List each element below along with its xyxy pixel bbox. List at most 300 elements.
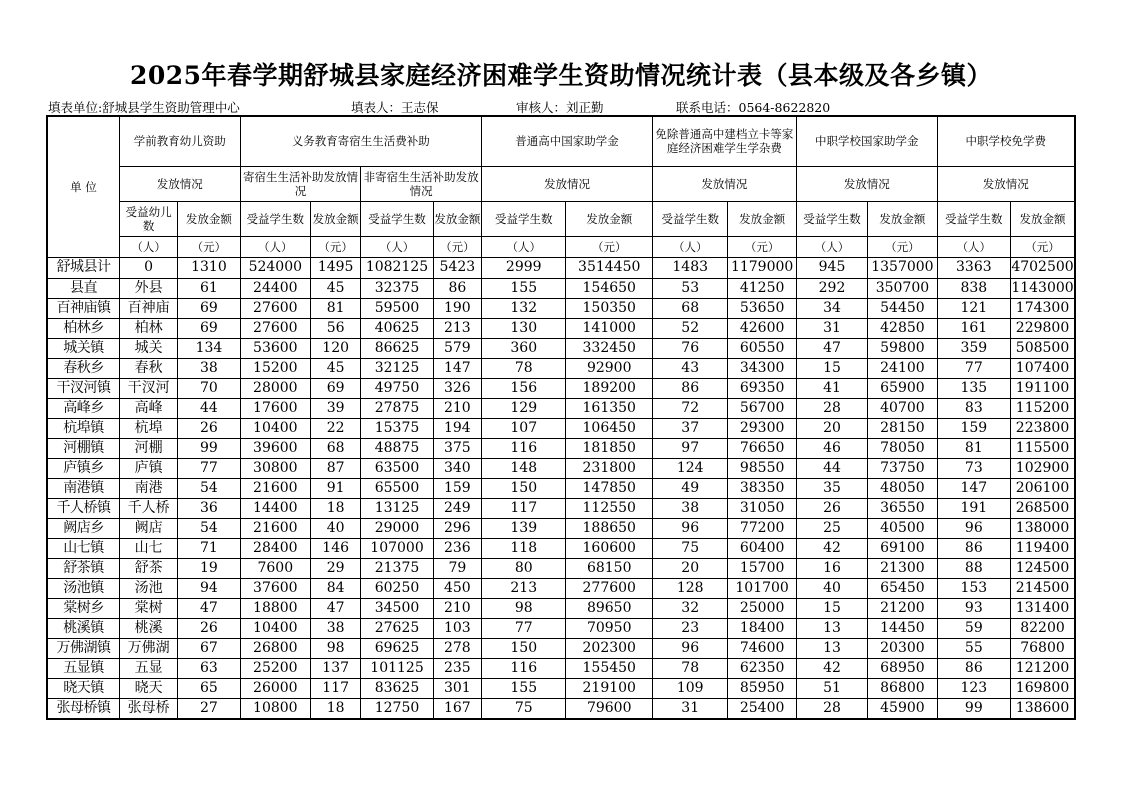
unit-yuan: （元） (178, 236, 240, 257)
row-subname-cell: 山七 (119, 538, 177, 558)
value-cell: 945 (796, 257, 867, 278)
value-cell: 40 (796, 578, 867, 598)
row-subname-cell: 干汊河 (119, 378, 177, 398)
value-cell: 20 (652, 558, 727, 578)
header-issue-status: 发放情况 (652, 166, 796, 201)
value-cell: 107000 (361, 538, 433, 558)
value-cell: 54450 (868, 298, 937, 318)
value-cell: 147 (937, 478, 1010, 498)
value-cell: 36550 (868, 498, 937, 518)
aid-statistics-table (46, 115, 1076, 720)
row-subname-cell: 棠树 (119, 598, 177, 618)
value-cell: 77 (178, 458, 240, 478)
table-row (47, 618, 1075, 638)
value-cell: 278 (433, 638, 481, 658)
value-cell: 138600 (1011, 698, 1075, 719)
value-cell: 139 (482, 518, 566, 538)
row-name-cell: 阙店乡 (47, 518, 119, 538)
value-cell: 69 (178, 298, 240, 318)
value-cell: 213 (482, 578, 566, 598)
value-cell: 29000 (361, 518, 433, 538)
value-cell: 98550 (728, 458, 796, 478)
value-cell: 27875 (361, 398, 433, 418)
value-cell: 15 (796, 598, 867, 618)
unit-yuan: （元） (311, 236, 361, 257)
value-cell: 214500 (1011, 578, 1075, 598)
table-row (47, 538, 1075, 558)
row-name-cell: 千人桥镇 (47, 498, 119, 518)
value-cell: 70950 (566, 618, 653, 638)
header-amount: 发放金额 (1011, 201, 1075, 236)
value-cell: 15375 (361, 418, 433, 438)
value-cell: 44 (178, 398, 240, 418)
row-name-cell: 山七镇 (47, 538, 119, 558)
table-row (47, 318, 1075, 338)
value-cell: 54 (178, 518, 240, 538)
value-cell: 79 (433, 558, 481, 578)
value-cell: 161350 (566, 398, 653, 418)
row-subname-cell: 春秋 (119, 358, 177, 378)
value-cell: 12750 (361, 698, 433, 719)
value-cell: 2999 (482, 257, 566, 278)
value-cell: 27600 (240, 298, 310, 318)
value-cell: 71 (178, 538, 240, 558)
value-cell: 3363 (937, 257, 1010, 278)
value-cell: 38 (178, 358, 240, 378)
header-issue-status: 发放情况 (796, 166, 937, 201)
value-cell: 1179000 (728, 257, 796, 278)
value-cell: 150350 (566, 298, 653, 318)
value-cell: 236 (433, 538, 481, 558)
value-cell: 61 (178, 278, 240, 298)
value-cell: 4702500 (1011, 257, 1075, 278)
header-boarding: 寄宿生生活补助发放情况 (240, 166, 361, 201)
row-name-cell: 百神庙镇 (47, 298, 119, 318)
row-name-cell: 春秋乡 (47, 358, 119, 378)
value-cell: 375 (433, 438, 481, 458)
value-cell: 42 (796, 538, 867, 558)
header-vocational-free: 中职学校免学费 (937, 116, 1075, 166)
row-name-cell: 汤池镇 (47, 578, 119, 598)
value-cell: 21600 (240, 478, 310, 498)
value-cell: 107400 (1011, 358, 1075, 378)
value-cell: 1357000 (868, 257, 937, 278)
value-cell: 56700 (728, 398, 796, 418)
row-name-cell: 杭埠镇 (47, 418, 119, 438)
row-name-cell: 舒城县计 (47, 257, 119, 278)
row-subname-cell: 河棚 (119, 438, 177, 458)
value-cell: 68150 (566, 558, 653, 578)
value-cell: 579 (433, 338, 481, 358)
value-cell: 47 (311, 598, 361, 618)
table-row (47, 518, 1075, 538)
header-vocational-aid: 中职学校国家助学金 (796, 116, 937, 166)
value-cell: 42850 (868, 318, 937, 338)
value-cell: 137 (311, 658, 361, 678)
value-cell: 249 (433, 498, 481, 518)
table-row (47, 438, 1075, 458)
value-cell: 1310 (178, 257, 240, 278)
value-cell: 132 (482, 298, 566, 318)
value-cell: 21200 (868, 598, 937, 618)
value-cell: 124500 (1011, 558, 1075, 578)
value-cell: 48050 (868, 478, 937, 498)
value-cell: 1495 (311, 257, 361, 278)
value-cell: 78050 (868, 438, 937, 458)
value-cell: 47 (178, 598, 240, 618)
header-issue-status: 发放情况 (482, 166, 653, 201)
value-cell: 73750 (868, 458, 937, 478)
unit-yuan: （元） (433, 236, 481, 257)
value-cell: 117 (311, 678, 361, 698)
value-cell: 103 (433, 618, 481, 638)
value-cell: 296 (433, 518, 481, 538)
value-cell: 159 (937, 418, 1010, 438)
value-cell: 32375 (361, 278, 433, 298)
value-cell: 80 (482, 558, 566, 578)
value-cell: 131400 (1011, 598, 1075, 618)
value-cell: 508500 (1011, 338, 1075, 358)
value-cell: 102900 (1011, 458, 1075, 478)
value-cell: 28400 (240, 538, 310, 558)
header-student-count: 受益学生数 (937, 201, 1010, 236)
row-subname-cell: 舒茶 (119, 558, 177, 578)
value-cell: 159 (433, 478, 481, 498)
table-row (47, 558, 1075, 578)
value-cell: 202300 (566, 638, 653, 658)
value-cell: 115200 (1011, 398, 1075, 418)
value-cell: 3514450 (566, 257, 653, 278)
value-cell: 155 (482, 278, 566, 298)
value-cell: 69350 (728, 378, 796, 398)
value-cell: 189200 (566, 378, 653, 398)
value-cell: 37 (652, 418, 727, 438)
value-cell: 76650 (728, 438, 796, 458)
row-subname-cell: 城关 (119, 338, 177, 358)
header-amount: 发放金额 (433, 201, 481, 236)
header-issue-status: 发放情况 (119, 166, 240, 201)
value-cell: 129 (482, 398, 566, 418)
header-compulsory: 义务教育寄宿生生活费补助 (240, 116, 481, 166)
value-cell: 75 (482, 698, 566, 719)
value-cell: 91 (311, 478, 361, 498)
value-cell: 135 (937, 378, 1010, 398)
value-cell: 301 (433, 678, 481, 698)
table-row (47, 378, 1075, 398)
value-cell: 27600 (240, 318, 310, 338)
value-cell: 48875 (361, 438, 433, 458)
value-cell: 7600 (240, 558, 310, 578)
row-subname-cell: 汤池 (119, 578, 177, 598)
value-cell: 65 (178, 678, 240, 698)
header-amount: 发放金额 (311, 201, 361, 236)
value-cell: 81 (937, 438, 1010, 458)
value-cell: 123 (937, 678, 1010, 698)
value-cell: 219100 (566, 678, 653, 698)
table-row (47, 478, 1075, 498)
value-cell: 14400 (240, 498, 310, 518)
value-cell: 51 (796, 678, 867, 698)
value-cell: 155 (482, 678, 566, 698)
value-cell: 13125 (361, 498, 433, 518)
value-cell: 34 (796, 298, 867, 318)
value-cell: 121200 (1011, 658, 1075, 678)
value-cell: 38 (652, 498, 727, 518)
value-cell: 147850 (566, 478, 653, 498)
value-cell: 121 (937, 298, 1010, 318)
value-cell: 77200 (728, 518, 796, 538)
table-row (47, 298, 1075, 318)
row-subname-cell: 南港 (119, 478, 177, 498)
value-cell: 84 (311, 578, 361, 598)
value-cell: 106450 (566, 418, 653, 438)
table-row (47, 458, 1075, 478)
value-cell: 194 (433, 418, 481, 438)
value-cell: 41250 (728, 278, 796, 298)
value-cell: 92900 (566, 358, 653, 378)
value-cell: 59800 (868, 338, 937, 358)
value-cell: 25400 (728, 698, 796, 719)
row-subname-cell: 阙店 (119, 518, 177, 538)
value-cell: 31 (796, 318, 867, 338)
value-cell: 68 (652, 298, 727, 318)
info-filler: 填表人：王志保 (351, 100, 439, 115)
value-cell: 27625 (361, 618, 433, 638)
value-cell: 206100 (1011, 478, 1075, 498)
value-cell: 20 (796, 418, 867, 438)
value-cell: 116 (482, 438, 566, 458)
header-student-count: 受益学生数 (361, 201, 433, 236)
value-cell: 68 (311, 438, 361, 458)
value-cell: 13 (796, 618, 867, 638)
value-cell: 99 (178, 438, 240, 458)
header-highschool: 普通高中国家助学金 (482, 116, 653, 166)
value-cell: 235 (433, 658, 481, 678)
value-cell: 39600 (240, 438, 310, 458)
value-cell: 45 (311, 358, 361, 378)
value-cell: 156 (482, 378, 566, 398)
value-cell: 25 (796, 518, 867, 538)
value-cell: 19 (178, 558, 240, 578)
value-cell: 96 (937, 518, 1010, 538)
value-cell: 31 (652, 698, 727, 719)
table-row (47, 338, 1075, 358)
header-unit: 单 位 (47, 116, 119, 257)
value-cell: 188650 (566, 518, 653, 538)
unit-person: （人） (652, 236, 727, 257)
table-row-total (47, 257, 1075, 278)
unit-person: （人） (361, 236, 433, 257)
value-cell: 24400 (240, 278, 310, 298)
value-cell: 18800 (240, 598, 310, 618)
row-subname-cell: 百神庙 (119, 298, 177, 318)
value-cell: 15700 (728, 558, 796, 578)
value-cell: 97 (652, 438, 727, 458)
row-subname-cell: 杭埠 (119, 418, 177, 438)
value-cell: 1082125 (361, 257, 433, 278)
value-cell: 98 (482, 598, 566, 618)
table-row (47, 698, 1075, 719)
value-cell: 10800 (240, 698, 310, 719)
value-cell: 67 (178, 638, 240, 658)
table-row (47, 578, 1075, 598)
value-cell: 40625 (361, 318, 433, 338)
value-cell: 31050 (728, 498, 796, 518)
row-subname-cell: 五显 (119, 658, 177, 678)
table-row (47, 398, 1075, 418)
value-cell: 128 (652, 578, 727, 598)
value-cell: 190 (433, 298, 481, 318)
value-cell: 17600 (240, 398, 310, 418)
value-cell: 101125 (361, 658, 433, 678)
value-cell: 69 (311, 378, 361, 398)
value-cell: 524000 (240, 257, 310, 278)
row-name-cell: 南港镇 (47, 478, 119, 498)
row-name-cell: 万佛湖镇 (47, 638, 119, 658)
value-cell: 332450 (566, 338, 653, 358)
header-amount: 发放金额 (178, 201, 240, 236)
value-cell: 359 (937, 338, 1010, 358)
value-cell: 150 (482, 478, 566, 498)
value-cell: 62350 (728, 658, 796, 678)
value-cell: 39 (311, 398, 361, 418)
row-name-cell: 张母桥镇 (47, 698, 119, 719)
value-cell: 231800 (566, 458, 653, 478)
value-cell: 25000 (728, 598, 796, 618)
unit-person: （人） (482, 236, 566, 257)
value-cell: 27 (178, 698, 240, 719)
value-cell: 21300 (868, 558, 937, 578)
value-cell: 210 (433, 398, 481, 418)
value-cell: 94 (178, 578, 240, 598)
header-student-count: 受益学生数 (482, 201, 566, 236)
value-cell: 86625 (361, 338, 433, 358)
row-name-cell: 干汊河镇 (47, 378, 119, 398)
value-cell: 83 (937, 398, 1010, 418)
value-cell: 326 (433, 378, 481, 398)
value-cell: 53 (652, 278, 727, 298)
value-cell: 26 (178, 418, 240, 438)
value-cell: 20300 (868, 638, 937, 658)
value-cell: 191100 (1011, 378, 1075, 398)
value-cell: 75 (652, 538, 727, 558)
table-row (47, 358, 1075, 378)
value-cell: 150 (482, 638, 566, 658)
value-cell: 77 (937, 358, 1010, 378)
value-cell: 38350 (728, 478, 796, 498)
value-cell: 93 (937, 598, 1010, 618)
value-cell: 77 (482, 618, 566, 638)
header-amount: 发放金额 (728, 201, 796, 236)
table-row (47, 418, 1075, 438)
value-cell: 47 (796, 338, 867, 358)
value-cell: 10400 (240, 618, 310, 638)
header-issue-status: 发放情况 (937, 166, 1075, 201)
value-cell: 99 (937, 698, 1010, 719)
header-preschool-count: 受益幼儿数 (119, 201, 177, 236)
row-name-cell: 高峰乡 (47, 398, 119, 418)
row-name-cell: 五显镇 (47, 658, 119, 678)
value-cell: 154650 (566, 278, 653, 298)
form-info (48, 98, 1088, 114)
value-cell: 55 (937, 638, 1010, 658)
value-cell: 88 (937, 558, 1010, 578)
value-cell: 107 (482, 418, 566, 438)
header-nonboarding: 非寄宿生生活补助发放情况 (361, 166, 482, 201)
value-cell: 155450 (566, 658, 653, 678)
value-cell: 45 (311, 278, 361, 298)
value-cell: 86 (937, 658, 1010, 678)
value-cell: 292 (796, 278, 867, 298)
value-cell: 26800 (240, 638, 310, 658)
value-cell: 98 (311, 638, 361, 658)
unit-person: （人） (937, 236, 1010, 257)
table-row (47, 498, 1075, 518)
value-cell: 59500 (361, 298, 433, 318)
value-cell: 65900 (868, 378, 937, 398)
value-cell: 40700 (868, 398, 937, 418)
row-subname-cell: 千人桥 (119, 498, 177, 518)
value-cell: 40500 (868, 518, 937, 538)
unit-yuan: （元） (1011, 236, 1075, 257)
value-cell: 1143000 (1011, 278, 1075, 298)
header-preschool: 学前教育幼儿资助 (119, 116, 240, 166)
value-cell: 37600 (240, 578, 310, 598)
value-cell: 35 (796, 478, 867, 498)
value-cell: 450 (433, 578, 481, 598)
value-cell: 59 (937, 618, 1010, 638)
value-cell: 72 (652, 398, 727, 418)
value-cell: 32125 (361, 358, 433, 378)
value-cell: 360 (482, 338, 566, 358)
value-cell: 223800 (1011, 418, 1075, 438)
value-cell: 18 (311, 698, 361, 719)
unit-person: （人） (240, 236, 310, 257)
value-cell: 96 (652, 638, 727, 658)
value-cell: 42600 (728, 318, 796, 338)
value-cell: 60400 (728, 538, 796, 558)
row-subname-cell: 0 (119, 257, 177, 278)
value-cell: 38 (311, 618, 361, 638)
value-cell: 45900 (868, 698, 937, 719)
info-unit: 填表单位:舒城县学生资助管理中心 (48, 100, 240, 115)
info-phone: 联系电话：0564-8622820 (676, 100, 831, 115)
value-cell: 124 (652, 458, 727, 478)
value-cell: 13 (796, 638, 867, 658)
row-name-cell: 城关镇 (47, 338, 119, 358)
value-cell: 16 (796, 558, 867, 578)
value-cell: 146 (311, 538, 361, 558)
value-cell: 86800 (868, 678, 937, 698)
value-cell: 268500 (1011, 498, 1075, 518)
value-cell: 14450 (868, 618, 937, 638)
row-name-cell: 庐镇乡 (47, 458, 119, 478)
value-cell: 68950 (868, 658, 937, 678)
row-name-cell: 棠树乡 (47, 598, 119, 618)
value-cell: 54 (178, 478, 240, 498)
value-cell: 141000 (566, 318, 653, 338)
value-cell: 277600 (566, 578, 653, 598)
row-subname-cell: 庐镇 (119, 458, 177, 478)
value-cell: 28000 (240, 378, 310, 398)
value-cell: 26 (796, 498, 867, 518)
value-cell: 210 (433, 598, 481, 618)
value-cell: 73 (937, 458, 1010, 478)
value-cell: 34500 (361, 598, 433, 618)
row-subname-cell: 晓天 (119, 678, 177, 698)
value-cell: 76800 (1011, 638, 1075, 658)
value-cell: 52 (652, 318, 727, 338)
